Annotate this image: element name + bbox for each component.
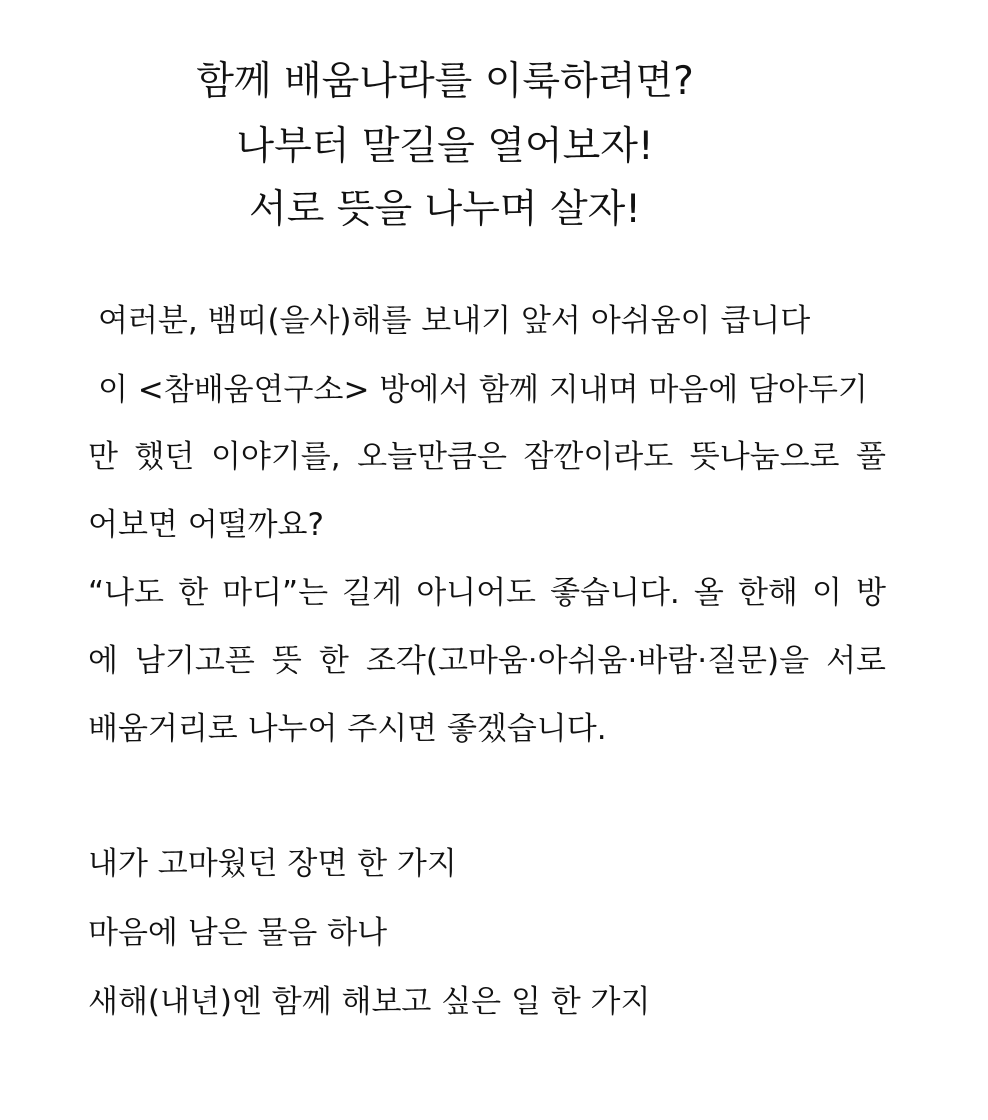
request-line-3: 배움거리로 나누어 주시면 좋겠습니다.: [88, 711, 607, 747]
prompt-item-1: 내가 고마웠던 장면 한 가지: [88, 846, 457, 882]
request-line-2: 에 남기고픈 뜻 한 조각(고마움·아쉬움·바람·질문)을 서로: [88, 643, 886, 679]
intro-line-1: 여러분, 뱀띠(을사)해를 보내기 앞서 아쉬움이 큽니다: [98, 303, 811, 339]
prompt-item-3: 새해(내년)엔 함께 해보고 싶은 일 한 가지: [88, 984, 651, 1020]
heading-line-3: 서로 뜻을 나누며 살자!: [249, 187, 641, 232]
intro-line-3: 만 했던 이야기를, 오늘만큼은 잠깐이라도 뜻나눔으로 풀: [88, 439, 886, 475]
heading-line-2: 나부터 말길을 열어보자!: [236, 124, 654, 169]
prompt-item-2: 마음에 남은 물음 하나: [88, 915, 388, 951]
heading-line-1: 함께 배움나라를 이룩하려면?: [196, 59, 694, 104]
intro-line-2: 이 <참배움연구소> 방에서 함께 지내며 마음에 담아두기: [98, 372, 868, 408]
intro-line-4: 어보면 어떨까요?: [88, 507, 324, 543]
request-line-1: “나도 한 마디”는 길게 아니어도 좋습니다. 올 한해 이 방: [88, 575, 886, 611]
